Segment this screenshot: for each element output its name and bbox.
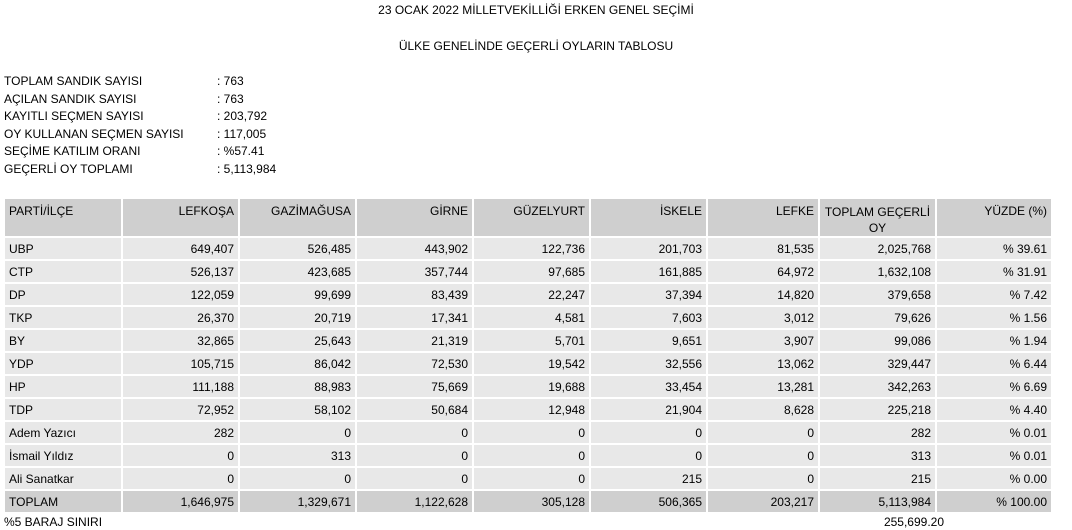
vote-cell: 357,744 bbox=[357, 261, 472, 282]
vote-cell: % 0.00 bbox=[937, 468, 1051, 489]
vote-cell: 81,535 bbox=[708, 238, 818, 259]
vote-cell: 2,025,768 bbox=[820, 238, 935, 259]
vote-cell: 58,102 bbox=[240, 399, 355, 420]
vote-cell: 20,719 bbox=[240, 307, 355, 328]
vote-cell: 423,685 bbox=[240, 261, 355, 282]
table-row bbox=[5, 307, 1051, 328]
header-gazimagusa: GAZİMAĞUSA bbox=[240, 199, 355, 236]
vote-cell: 203,217 bbox=[708, 491, 818, 512]
vote-cell: 0 bbox=[708, 422, 818, 443]
vote-cell: 32,865 bbox=[123, 330, 238, 351]
vote-cell: 22,247 bbox=[474, 284, 589, 305]
vote-cell: 0 bbox=[240, 422, 355, 443]
results-table bbox=[3, 197, 1053, 514]
vote-cell: 215 bbox=[820, 468, 935, 489]
header-girne: GİRNE bbox=[357, 199, 472, 236]
vote-cell: 649,407 bbox=[123, 238, 238, 259]
summary-value: : %57.41 bbox=[217, 144, 265, 159]
vote-cell: 282 bbox=[820, 422, 935, 443]
results-header-row bbox=[5, 199, 1051, 236]
vote-cell: 313 bbox=[240, 445, 355, 466]
party-name-cell: UBP bbox=[5, 238, 121, 259]
table-row bbox=[5, 399, 1051, 420]
party-name-cell: Ali Sanatkar bbox=[5, 468, 121, 489]
vote-cell: 3,907 bbox=[708, 330, 818, 351]
header-party: PARTİ/İLÇE bbox=[5, 199, 121, 236]
vote-cell: 72,530 bbox=[357, 353, 472, 374]
vote-cell: 5,113,984 bbox=[820, 491, 935, 512]
vote-cell: 86,042 bbox=[240, 353, 355, 374]
vote-cell: 0 bbox=[591, 445, 706, 466]
summary-table bbox=[4, 73, 276, 179]
vote-cell: 75,669 bbox=[357, 376, 472, 397]
summary-value: : 763 bbox=[217, 91, 244, 106]
vote-cell: 99,699 bbox=[240, 284, 355, 305]
table-row bbox=[5, 376, 1051, 397]
vote-cell: 313 bbox=[820, 445, 935, 466]
vote-cell: 14,820 bbox=[708, 284, 818, 305]
vote-cell: 7,603 bbox=[591, 307, 706, 328]
vote-cell: % 39.61 bbox=[937, 238, 1051, 259]
party-name-cell: TKP bbox=[5, 307, 121, 328]
header-percent: YÜZDE (%) bbox=[937, 199, 1051, 236]
vote-cell: 201,703 bbox=[591, 238, 706, 259]
vote-cell: % 6.44 bbox=[937, 353, 1051, 374]
vote-cell: % 0.01 bbox=[937, 422, 1051, 443]
total-row bbox=[5, 491, 1051, 512]
vote-cell: 1,646,975 bbox=[123, 491, 238, 512]
header-lefke: LEFKE bbox=[708, 199, 818, 236]
header-total-valid: TOPLAM GEÇERLİ OY bbox=[820, 199, 935, 236]
party-name-cell: TOPLAM bbox=[5, 491, 121, 512]
party-name-cell: Adem Yazıcı bbox=[5, 422, 121, 443]
vote-cell: 379,658 bbox=[820, 284, 935, 305]
party-name-cell: DP bbox=[5, 284, 121, 305]
vote-cell: 13,281 bbox=[708, 376, 818, 397]
table-row bbox=[5, 468, 1051, 489]
vote-cell: 122,736 bbox=[474, 238, 589, 259]
vote-cell: 4,581 bbox=[474, 307, 589, 328]
vote-cell: 305,128 bbox=[474, 491, 589, 512]
vote-cell: 0 bbox=[591, 422, 706, 443]
summary-row bbox=[4, 73, 276, 91]
party-name-cell: BY bbox=[5, 330, 121, 351]
table-row bbox=[5, 284, 1051, 305]
vote-cell: 21,319 bbox=[357, 330, 472, 351]
vote-cell: % 100.00 bbox=[937, 491, 1051, 512]
party-name-cell: CTP bbox=[5, 261, 121, 282]
summary-label: AÇILAN SANDIK SAYISI bbox=[4, 91, 137, 106]
vote-cell: 97,685 bbox=[474, 261, 589, 282]
vote-cell: % 6.69 bbox=[937, 376, 1051, 397]
vote-cell: 72,952 bbox=[123, 399, 238, 420]
vote-cell: 105,715 bbox=[123, 353, 238, 374]
vote-cell: 1,329,671 bbox=[240, 491, 355, 512]
vote-cell: 88,983 bbox=[240, 376, 355, 397]
vote-cell: 0 bbox=[357, 445, 472, 466]
vote-cell: 0 bbox=[474, 445, 589, 466]
vote-cell: 526,485 bbox=[240, 238, 355, 259]
vote-cell: 111,188 bbox=[123, 376, 238, 397]
summary-label: TOPLAM SANDIK SAYISI bbox=[4, 74, 143, 88]
summary-value: : 763 bbox=[217, 74, 244, 88]
header-guzelyurt: GÜZELYURT bbox=[474, 199, 589, 236]
vote-cell: % 31.91 bbox=[937, 261, 1051, 282]
table-row bbox=[5, 330, 1051, 351]
vote-cell: 0 bbox=[474, 422, 589, 443]
vote-cell: 161,885 bbox=[591, 261, 706, 282]
table-row bbox=[5, 238, 1051, 259]
vote-cell: 12,948 bbox=[474, 399, 589, 420]
vote-cell: 17,341 bbox=[357, 307, 472, 328]
vote-cell: 282 bbox=[123, 422, 238, 443]
vote-cell: 329,447 bbox=[820, 353, 935, 374]
summary-row bbox=[4, 143, 276, 161]
header-iskele: İSKELE bbox=[591, 199, 706, 236]
table-row bbox=[5, 353, 1051, 374]
page-subtitle: ÜLKE GENELİNDE GEÇERLİ OYLARIN TABLOSU bbox=[398, 39, 674, 53]
threshold-row bbox=[4, 515, 944, 529]
vote-cell: 0 bbox=[474, 468, 589, 489]
vote-cell: 5,701 bbox=[474, 330, 589, 351]
vote-cell: 342,263 bbox=[820, 376, 935, 397]
summary-row bbox=[4, 161, 276, 179]
vote-cell: 3,012 bbox=[708, 307, 818, 328]
vote-cell: 13,062 bbox=[708, 353, 818, 374]
vote-cell: 0 bbox=[123, 445, 238, 466]
vote-cell: % 4.40 bbox=[937, 399, 1051, 420]
threshold-value: 255,699.20 bbox=[883, 515, 944, 529]
vote-cell: 0 bbox=[708, 468, 818, 489]
vote-cell: 33,454 bbox=[591, 376, 706, 397]
vote-cell: 50,684 bbox=[357, 399, 472, 420]
vote-cell: 32,556 bbox=[591, 353, 706, 374]
summary-label: OY KULLANAN SEÇMEN SAYISI bbox=[4, 126, 184, 141]
vote-cell: 122,059 bbox=[123, 284, 238, 305]
summary-value: : 117,005 bbox=[217, 126, 267, 141]
summary-row bbox=[4, 91, 276, 109]
vote-cell: 526,137 bbox=[123, 261, 238, 282]
summary-label: KAYITLI SEÇMEN SAYISI bbox=[4, 109, 144, 124]
vote-cell: 79,626 bbox=[820, 307, 935, 328]
summary-row bbox=[4, 126, 276, 144]
vote-cell: 0 bbox=[123, 468, 238, 489]
table-row bbox=[5, 422, 1051, 443]
vote-cell: % 1.56 bbox=[937, 307, 1051, 328]
vote-cell: 1,122,628 bbox=[357, 491, 472, 512]
vote-cell: 21,904 bbox=[591, 399, 706, 420]
summary-row bbox=[4, 108, 276, 126]
vote-cell: 506,365 bbox=[591, 491, 706, 512]
vote-cell: 9,651 bbox=[591, 330, 706, 351]
vote-cell: 0 bbox=[357, 422, 472, 443]
vote-cell: 19,542 bbox=[474, 353, 589, 374]
summary-value: : 5,113,984 bbox=[217, 161, 277, 176]
page-title: 23 OCAK 2022 MİLLETVEKİLLİĞİ ERKEN GENEL SEÇİMİ bbox=[378, 3, 694, 17]
vote-cell: 1,632,108 bbox=[820, 261, 935, 282]
vote-cell: % 7.42 bbox=[937, 284, 1051, 305]
summary-value: : 203,792 bbox=[217, 109, 268, 124]
summary-label: SEÇİME KATILIM ORANI bbox=[4, 144, 141, 159]
party-name-cell: TDP bbox=[5, 399, 121, 420]
vote-cell: 99,086 bbox=[820, 330, 935, 351]
vote-cell: 0 bbox=[240, 468, 355, 489]
table-row bbox=[5, 445, 1051, 466]
vote-cell: 443,902 bbox=[357, 238, 472, 259]
vote-cell: 25,643 bbox=[240, 330, 355, 351]
summary-label: GEÇERLİ OY TOPLAMI bbox=[4, 161, 133, 176]
vote-cell: 215 bbox=[591, 468, 706, 489]
vote-cell: 19,688 bbox=[474, 376, 589, 397]
vote-cell: 8,628 bbox=[708, 399, 818, 420]
vote-cell: 225,218 bbox=[820, 399, 935, 420]
threshold-label: %5 BARAJ SINIRI bbox=[4, 515, 103, 529]
vote-cell: 37,394 bbox=[591, 284, 706, 305]
vote-cell: % 0.01 bbox=[937, 445, 1051, 466]
vote-cell: 64,972 bbox=[708, 261, 818, 282]
vote-cell: 26,370 bbox=[123, 307, 238, 328]
party-name-cell: YDP bbox=[5, 353, 121, 374]
vote-cell: 83,439 bbox=[357, 284, 472, 305]
vote-cell: % 1.94 bbox=[937, 330, 1051, 351]
party-name-cell: İsmail Yıldız bbox=[5, 445, 121, 466]
party-name-cell: HP bbox=[5, 376, 121, 397]
header-lefkosa: LEFKOŞA bbox=[123, 199, 238, 236]
vote-cell: 0 bbox=[357, 468, 472, 489]
table-row bbox=[5, 261, 1051, 282]
vote-cell: 0 bbox=[708, 445, 818, 466]
